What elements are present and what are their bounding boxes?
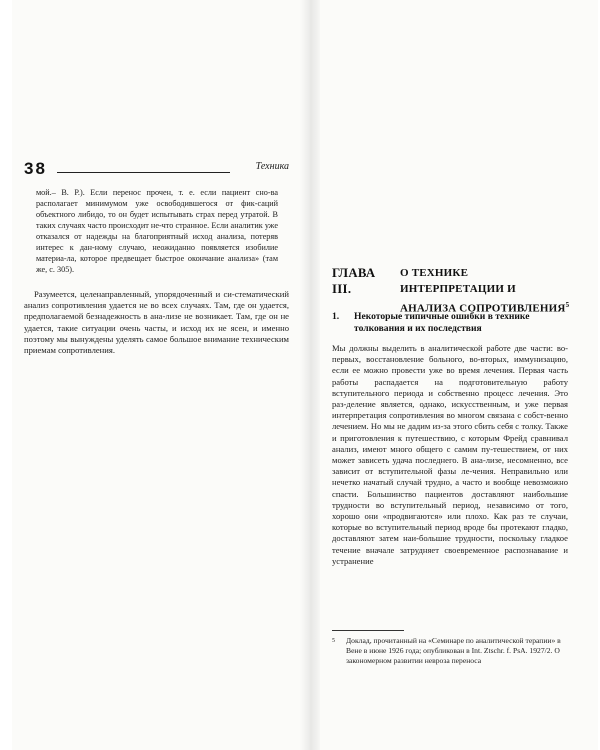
book-gutter	[300, 0, 320, 750]
running-head-rule	[57, 172, 230, 173]
footnote-marker: 5	[332, 638, 335, 644]
chapter-label: ГЛАВА III.	[332, 266, 376, 296]
chapter-title-block	[400, 265, 570, 317]
chapter-heading	[332, 265, 570, 315]
page-number: 38	[24, 159, 47, 178]
running-head	[24, 158, 289, 180]
section-title: Некоторые типичные ошибки в технике толкования и их последствия	[354, 311, 530, 334]
chapter-footnote-ref: 5	[565, 301, 570, 309]
left-paragraph: Разумеется, целенаправленный, упорядоченный и си-стематический анализ сопротивления удается не во всех случаях. Там, где он удается, предполагаемой безнадежность в ана-лизе не возникает. Там, где он не удается, такие ситуации очень часты, и исход их не ясен, и именно поэтому мы вынуждены уделять самое большое внимание техническим приемам сопротивления.	[24, 289, 289, 356]
footnote	[332, 636, 568, 666]
chapter-title: О ТЕХНИКЕ ИНТЕРПРЕТАЦИИ И АНАЛИЗА СОПРОТИВЛЕНИЯ	[400, 267, 566, 315]
footnote-rule	[332, 630, 404, 631]
section-number: 1.	[332, 311, 340, 322]
block-quote: мой.– В. Р.). Если перенос прочен, т. е. если пациент сно-ва располагает минимумом уже освободившегося от фик-саций объектного либидо, то он будет испытывать страх перед утратой. В таких случаях часто происходит не-что странное. Если аналитик уже отказался от надежды на благоприятный исход анализа, потеряв интерес к дан-ному случаю, неожиданно появляется изобилие материа-ла, которое предвещает быстрое окончание анализа» (там же, с. 305).	[36, 188, 278, 274]
footnote-text: Доклад, прочитанный на «Семинаре по аналитической терапии» в Вене в июне 1926 года; опубликован в Int. Ztschr. f. PsA. 1927/2. О закономерном развитии невроза переноса	[346, 636, 561, 665]
right-paragraph: Мы должны выделить в аналитической работе две части: во-первых, восстановление больного, во-вторых, иммунизацию, если ее можно провести уже во время лечения. Первая часть работы распадается на подготовительную работу вступительного периода и собственно процесс лечения. Это раз-деление является, однако, искусственным, и уже первая интерпретация сопротивления во многом связана с собст-венно лечением. Но мы не дадим из-за этого сбить себя с толку. Также и приготовления к путешествию, с которым Фрейд сравнивал анализ, имеют много общего с самим пу-тешествием, от них может зависеть удача последнего. В ана-лизе, несомненно, все зависит от вступительной фазы ле-чения. Неправильно или нечетко начатый случай трудно, а часто и вообще невозможно спасти. Большинство пациентов доставляют наибольшие трудности во вступительный период, независимо от того, хорошо они «продвигаются» или плохо. Как раз те случаи, которые во вступительный период вроде бы протекают гладко, доставляют затем наи-большие трудности, поскольку гладкое течение вначале затрудняет своевременное распознавание и устранение	[332, 343, 568, 566]
left-page	[12, 0, 310, 750]
running-head-title: Техника	[255, 161, 289, 172]
